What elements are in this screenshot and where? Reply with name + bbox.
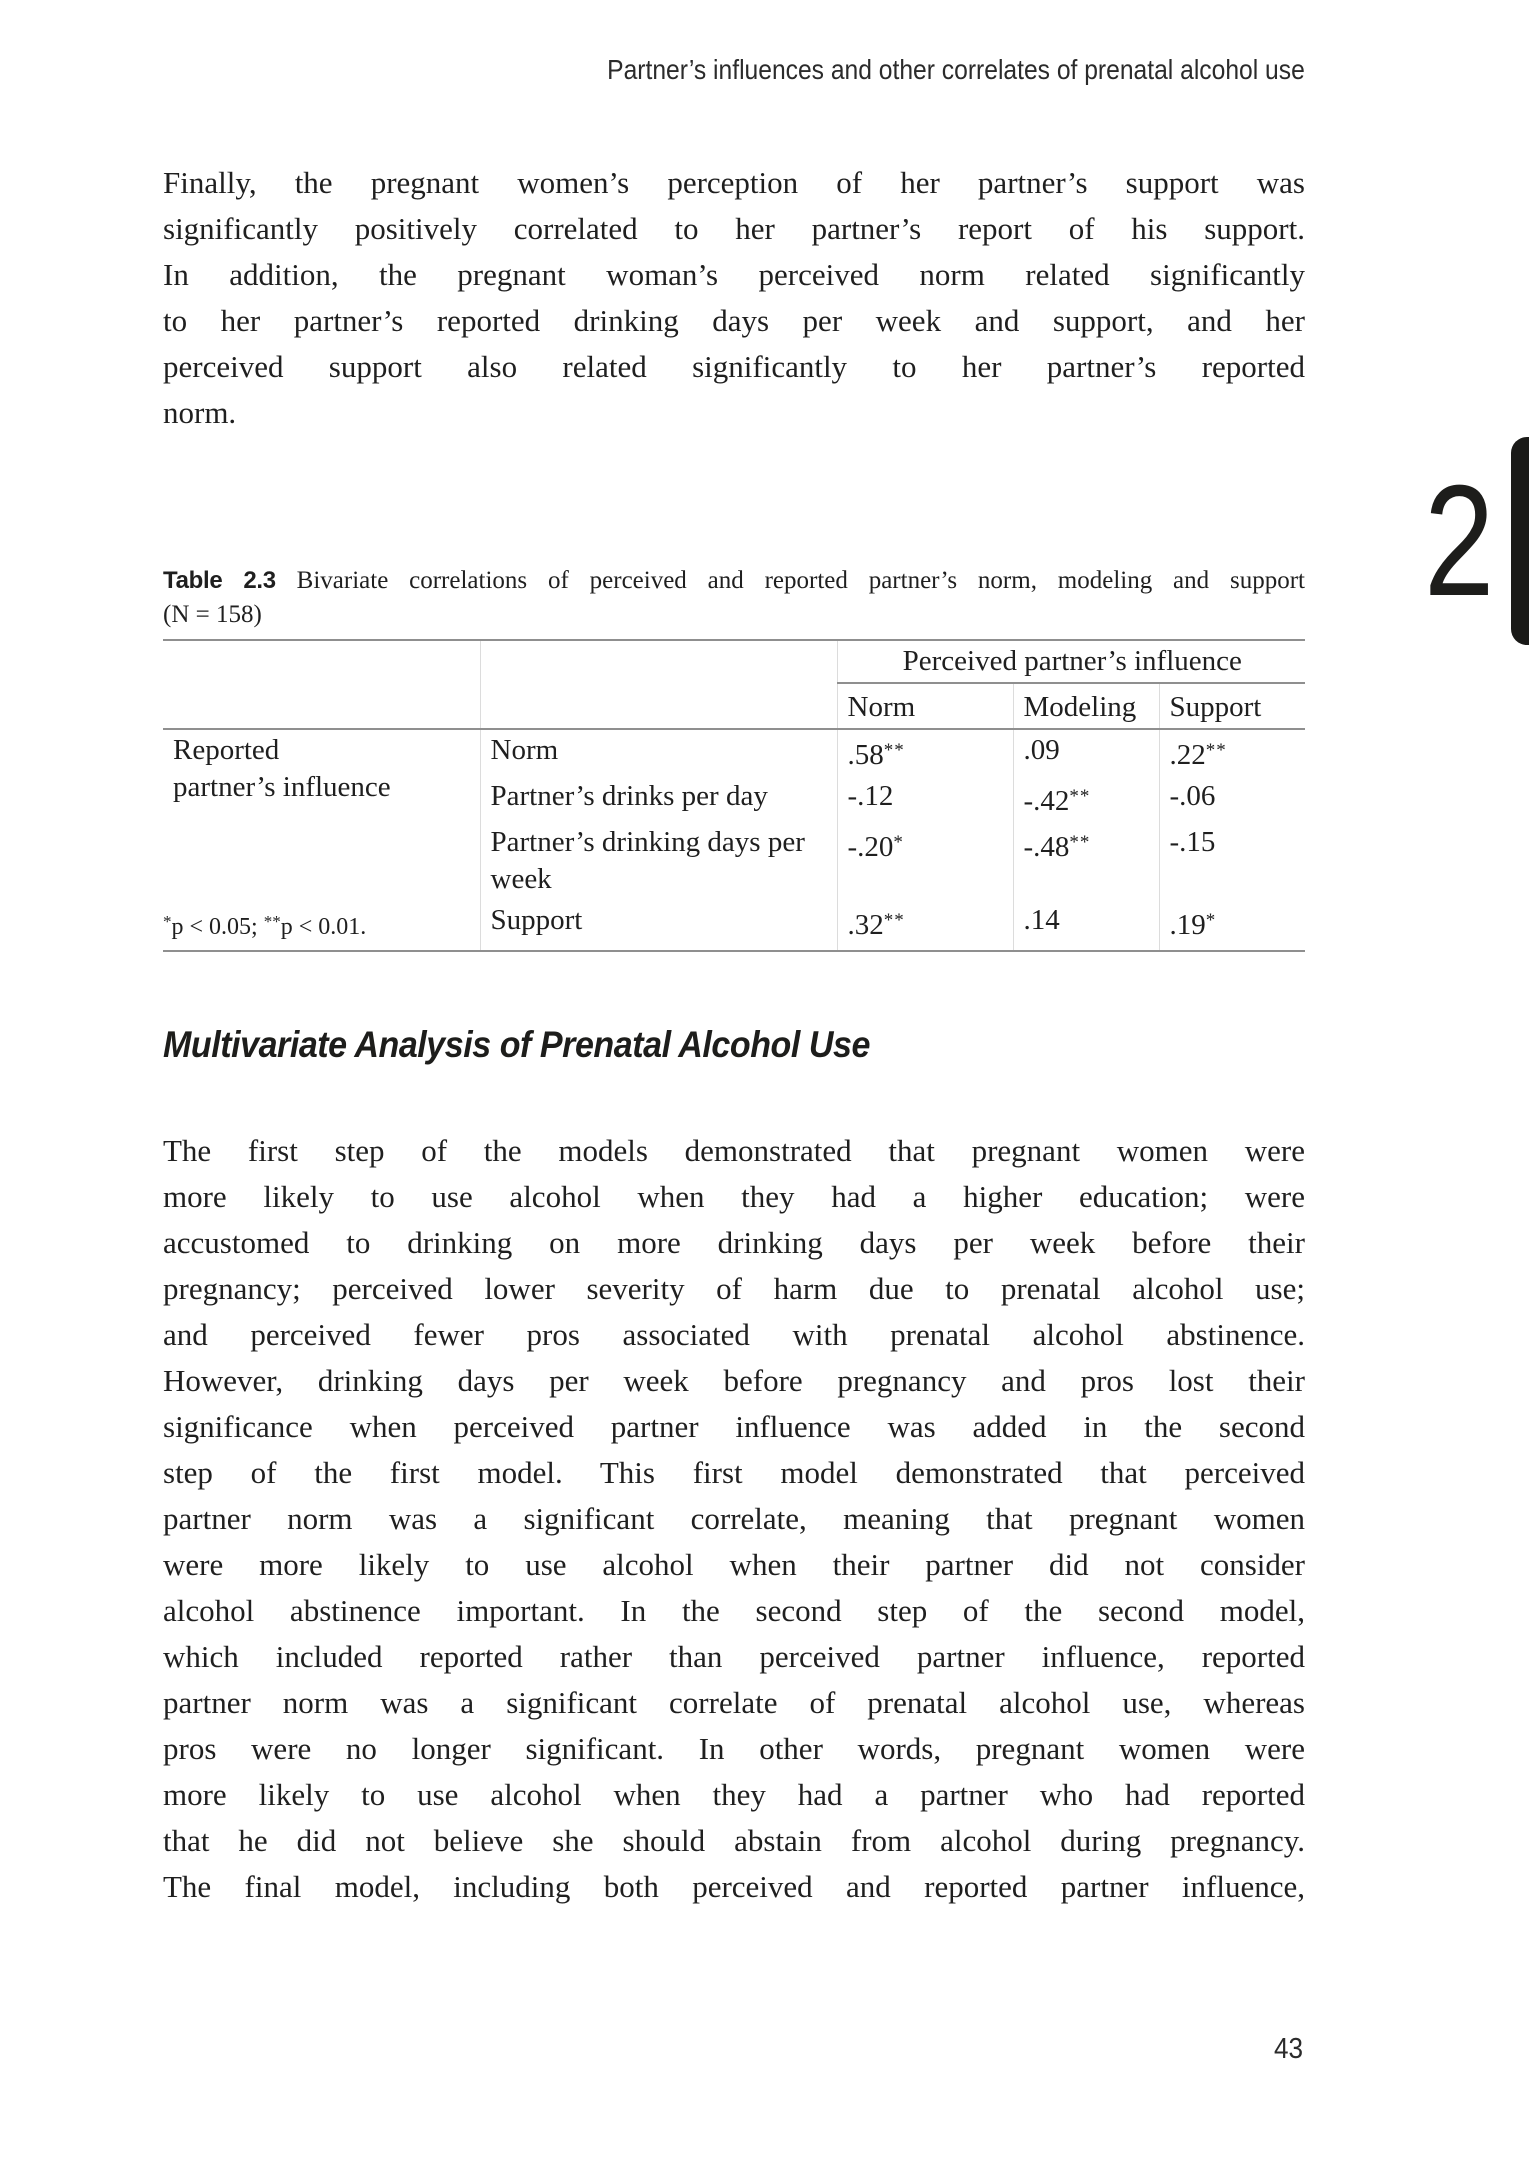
text-line: norm.: [163, 395, 237, 430]
row-label: [480, 900, 837, 951]
text-line: Partner’s drinking days per: [490, 826, 805, 858]
text-line: In addition, the pregnant woman’s perceived norm related significantly: [163, 257, 1305, 292]
table-spanner-row: [163, 640, 1305, 683]
paragraph-intro: [163, 160, 1305, 436]
value-cell: .58**: [837, 729, 1013, 776]
value-cell: .19*: [1159, 900, 1305, 951]
chapter-tab: [1511, 437, 1529, 645]
text-line: However, drinking days per week before pregnancy and pros lost their: [163, 1363, 1305, 1398]
text-line: more likely to use alcohol when they had a higher education; were: [163, 1179, 1305, 1214]
table-caption-label: Table 2.3: [163, 567, 276, 594]
value-cell: -.15: [1159, 822, 1305, 900]
text-line: The first step of the models demonstrated that pregnant women were: [163, 1133, 1305, 1168]
text-line: partner norm was a significant correlate, meaning that pregnant women: [163, 1501, 1305, 1536]
text-line: which included reported rather than perceived partner influence, reported: [163, 1639, 1305, 1674]
text-line: Norm: [490, 734, 559, 766]
text-line: Finally, the pregnant women’s perception of her partner’s support was: [163, 165, 1305, 200]
text-line: week: [490, 863, 552, 895]
column-header-modeling: Modeling: [1013, 683, 1159, 729]
value-cell: -.20*: [837, 822, 1013, 900]
table-footnote: *p < 0.05; **p < 0.01.: [163, 912, 367, 940]
value-cell: .32**: [837, 900, 1013, 951]
value-cell: .14: [1013, 900, 1159, 951]
value-cell: -.48**: [1013, 822, 1159, 900]
text-line: and perceived fewer pros associated with prenatal alcohol abstinence.: [163, 1317, 1305, 1352]
page-number: 43: [1274, 2033, 1304, 2065]
empty-cell: [480, 640, 837, 683]
text-line: that he did not believe she should abstain from alcohol during pregnancy.: [163, 1823, 1305, 1858]
value-cell: -.12: [837, 776, 1013, 822]
running-head: Partner’s influences and other correlates of prenatal alcohol use: [607, 54, 1305, 85]
chapter-number: 2: [1424, 453, 1495, 629]
value-cell: .09: [1013, 729, 1159, 776]
paragraph-multivariate: [163, 1128, 1305, 1910]
text-line: partner’s influence: [173, 771, 391, 803]
text-line: Partner’s drinks per day: [490, 780, 768, 812]
text-line: pros were no longer significant. In other words, pregnant women were: [163, 1731, 1305, 1766]
text-line: perceived support also related significantly to her partner’s reported: [163, 349, 1305, 384]
row-label: [480, 822, 837, 900]
text-line: alcohol abstinence important. In the second step of the second model,: [163, 1593, 1305, 1628]
value-cell: .22**: [1159, 729, 1305, 776]
section-heading: Multivariate Analysis of Prenatal Alcohol Use: [163, 1024, 870, 1065]
row-label: [480, 729, 837, 776]
table-header-row: [163, 683, 1305, 729]
text-line: Support: [490, 904, 583, 936]
spanner-header: Perceived partner’s influence: [837, 640, 1305, 683]
row-label: [480, 776, 837, 822]
column-header-support: Support: [1159, 683, 1305, 729]
table-caption: [163, 564, 1305, 632]
empty-cell: [480, 683, 837, 729]
value-cell: -.06: [1159, 776, 1305, 822]
empty-cell: [163, 640, 480, 683]
empty-cell: [163, 683, 480, 729]
text-line: significance when perceived partner influence was added in the second: [163, 1409, 1305, 1444]
text-line: pregnancy; perceived lower severity of harm due to prenatal alcohol use;: [163, 1271, 1305, 1306]
text-line: accustomed to drinking on more drinking days per week before their: [163, 1225, 1305, 1260]
value-cell: -.42**: [1013, 776, 1159, 822]
table-caption-text: Bivariate correlations of perceived and reported partner’s norm, modeling and support: [296, 567, 1305, 594]
table-caption-n: (N = 158): [163, 601, 262, 628]
table-caption-line1: [163, 564, 1305, 598]
text-line: were more likely to use alcohol when their partner did not consider: [163, 1547, 1305, 1582]
text-line: Reported: [173, 734, 280, 766]
text-line: The final model, including both perceived and reported partner influence,: [163, 1869, 1305, 1904]
text-line: step of the first model. This first model demonstrated that perceived: [163, 1455, 1305, 1490]
text-line: significantly positively correlated to her partner’s report of his support.: [163, 211, 1305, 246]
column-header-norm: Norm: [837, 683, 1013, 729]
text-line: to her partner’s reported drinking days per week and support, and her: [163, 303, 1305, 338]
text-line: partner norm was a significant correlate of prenatal alcohol use, whereas: [163, 1685, 1305, 1720]
text-line: more likely to use alcohol when they had a partner who had reported: [163, 1777, 1305, 1812]
table-row: [163, 729, 1305, 776]
